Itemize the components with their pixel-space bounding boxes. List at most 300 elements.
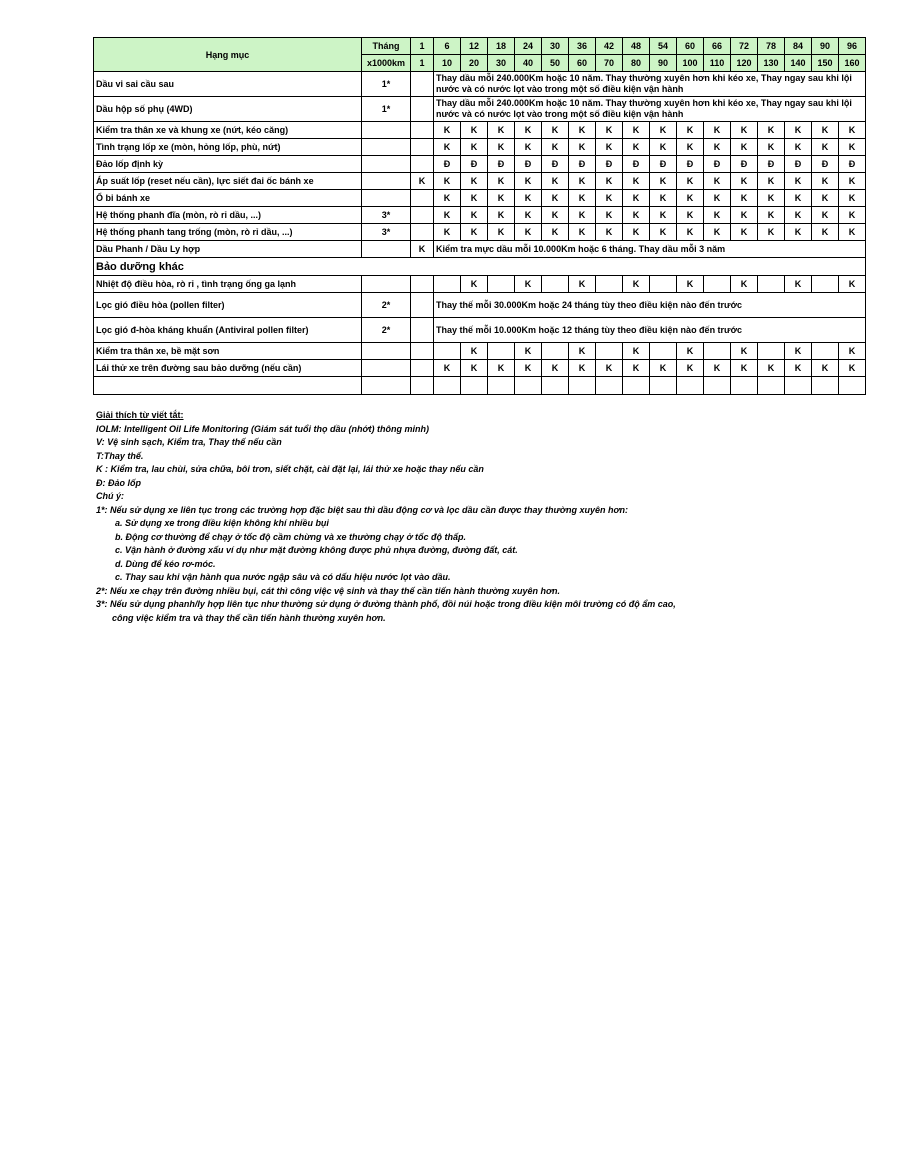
schedule-cell: K — [839, 207, 866, 224]
legend-sub-item: b. Động cơ thường để chạy ở tốc độ cầm chừng và xe thường chạy ở tốc độ thấp. — [115, 531, 467, 542]
schedule-cell: K — [596, 122, 623, 139]
row-item-name: Nhiệt độ điều hòa, rò rỉ , tình trạng ống ga lạnh — [94, 276, 362, 293]
schedule-cell: Đ — [650, 156, 677, 173]
schedule-cell: K — [677, 207, 704, 224]
empty-cell — [542, 377, 569, 395]
schedule-cell: K — [569, 276, 596, 293]
schedule-cell: K — [704, 173, 731, 190]
schedule-cell: K — [839, 343, 866, 360]
schedule-cell — [542, 343, 569, 360]
schedule-cell: K — [785, 173, 812, 190]
schedule-cell — [758, 343, 785, 360]
schedule-cell: K — [434, 207, 461, 224]
schedule-cell: K — [650, 207, 677, 224]
schedule-cell: K — [569, 207, 596, 224]
schedule-cell: K — [812, 173, 839, 190]
header-month-cell: 18 — [488, 38, 515, 55]
schedule-cell: Đ — [434, 156, 461, 173]
empty-cell — [704, 377, 731, 395]
schedule-cell: K — [812, 224, 839, 241]
table-row — [94, 293, 866, 318]
schedule-cell: K — [569, 122, 596, 139]
empty-cell — [650, 377, 677, 395]
empty-cell — [362, 377, 411, 395]
legend-note-2: 2*: Nếu xe chạy trên đường nhiều bụi, cát thì công việc vệ sinh và thay thế cần tiến hành thường xuyên hơn. — [96, 585, 561, 596]
schedule-cell: K — [411, 173, 434, 190]
schedule-cell — [434, 276, 461, 293]
schedule-cell: K — [758, 190, 785, 207]
row-item-name: Kiểm tra thân xe, bề mặt sơn — [94, 343, 362, 360]
schedule-cell — [650, 343, 677, 360]
header-km-label: x1000km — [362, 55, 411, 72]
header-km-cell: 90 — [650, 55, 677, 72]
schedule-cell: K — [785, 276, 812, 293]
schedule-cell: K — [434, 173, 461, 190]
legend-line: T:Thay thế. — [96, 450, 144, 461]
section-row — [94, 258, 866, 276]
row-note-ref — [362, 173, 411, 190]
schedule-cell: K — [812, 122, 839, 139]
header-km-cell: 20 — [461, 55, 488, 72]
header-month-cell: 1 — [411, 38, 434, 55]
row-item-name: Dầu vi sai cầu sau — [94, 72, 362, 97]
schedule-cell: K — [461, 139, 488, 156]
schedule-cell: K — [677, 224, 704, 241]
empty-row — [94, 377, 866, 395]
schedule-cell: K — [623, 224, 650, 241]
schedule-cell: K — [704, 122, 731, 139]
schedule-cell: K — [569, 190, 596, 207]
row-item-name: Kiểm tra thân xe và khung xe (nứt, kéo căng) — [94, 122, 362, 139]
schedule-cell: K — [758, 122, 785, 139]
row-description: Thay thế mỗi 30.000Km hoặc 24 tháng tùy theo điều kiện nào đến trước — [434, 293, 866, 318]
row-item-name: Hệ thống phanh tang trống (mòn, rò rỉ dầu, ...) — [94, 224, 362, 241]
schedule-cell — [411, 156, 434, 173]
schedule-cell — [704, 343, 731, 360]
schedule-cell: K — [623, 207, 650, 224]
schedule-cell — [411, 97, 434, 122]
header-km-cell: 130 — [758, 55, 785, 72]
row-description: Thay dầu mỗi 240.000Km hoặc 10 năm. Thay thường xuyên hơn khi kéo xe, Thay ngay sau khi lội nước và có nước lọt vào trong một số điều kiện vận hành — [434, 97, 866, 122]
schedule-cell: K — [785, 360, 812, 377]
schedule-cell: K — [488, 207, 515, 224]
schedule-cell: K — [731, 190, 758, 207]
schedule-cell: Đ — [839, 156, 866, 173]
empty-cell — [812, 377, 839, 395]
schedule-cell: Đ — [542, 156, 569, 173]
legend-line: Chú ý: — [96, 491, 124, 501]
row-note-ref — [362, 343, 411, 360]
schedule-cell: K — [677, 343, 704, 360]
row-note-ref — [362, 241, 411, 258]
schedule-cell: K — [785, 343, 812, 360]
schedule-cell: K — [812, 360, 839, 377]
empty-cell — [569, 377, 596, 395]
table-row — [94, 343, 866, 360]
table-row — [94, 139, 866, 156]
schedule-cell: K — [515, 122, 542, 139]
header-km-cell: 1 — [411, 55, 434, 72]
schedule-cell: K — [785, 207, 812, 224]
table-row — [94, 241, 866, 258]
schedule-cell: K — [434, 139, 461, 156]
schedule-cell: K — [596, 139, 623, 156]
schedule-cell: K — [704, 139, 731, 156]
schedule-cell: K — [731, 207, 758, 224]
schedule-cell: K — [596, 173, 623, 190]
schedule-cell: K — [758, 139, 785, 156]
schedule-cell: K — [461, 224, 488, 241]
schedule-cell: K — [461, 360, 488, 377]
empty-cell — [758, 377, 785, 395]
schedule-cell — [488, 276, 515, 293]
legend-line: K : Kiểm tra, lau chùi, sửa chữa, bôi trơn, siết chặt, cài đặt lại, lái thử xe hoặc thay nếu cần — [96, 464, 484, 474]
row-item-name: Dầu hộp số phụ (4WD) — [94, 97, 362, 122]
header-month-cell: 24 — [515, 38, 542, 55]
schedule-cell: Đ — [731, 156, 758, 173]
row-note-ref — [362, 190, 411, 207]
table-body — [94, 38, 866, 395]
schedule-cell: K — [785, 224, 812, 241]
schedule-cell: K — [623, 360, 650, 377]
schedule-cell: K — [542, 224, 569, 241]
legend-note-3-cont: công việc kiểm tra và thay thế cần tiến hành thường xuyên hơn. — [112, 612, 386, 623]
schedule-cell: K — [731, 224, 758, 241]
legend-line: 1*: Nếu sử dụng xe liên tục trong các trường hợp đặc biệt sau thì dầu động cơ và lọc dầu cần được thay thường xuyên hơn: — [96, 504, 629, 515]
schedule-cell: K — [461, 207, 488, 224]
schedule-cell — [434, 343, 461, 360]
section-title: Bảo dưỡng khác — [94, 258, 866, 276]
schedule-cell — [411, 343, 434, 360]
schedule-cell: Đ — [677, 156, 704, 173]
header-item-label: Hạng mục — [94, 38, 362, 72]
schedule-cell: K — [461, 122, 488, 139]
schedule-cell — [411, 190, 434, 207]
schedule-cell: K — [704, 207, 731, 224]
schedule-cell: K — [731, 173, 758, 190]
legend-line: V: Vệ sinh sạch, Kiểm tra, Thay thế nếu cần — [96, 437, 282, 447]
table-row — [94, 156, 866, 173]
schedule-cell: K — [569, 139, 596, 156]
schedule-cell: K — [839, 276, 866, 293]
row-note-ref — [362, 276, 411, 293]
schedule-cell: K — [677, 190, 704, 207]
row-description: Thay dầu mỗi 240.000Km hoặc 10 năm. Thay thường xuyên hơn khi kéo xe, Thay ngay sau khi lội nước và có nước lọt vào trong một số điều kiện vận hành — [434, 72, 866, 97]
schedule-cell — [812, 276, 839, 293]
header-km-cell: 140 — [785, 55, 812, 72]
legend-sub-item: c. Thay sau khi vận hành qua nước ngập sâu và có dấu hiệu nước lọt vào dầu. — [115, 572, 451, 582]
empty-cell — [434, 377, 461, 395]
schedule-cell: Đ — [785, 156, 812, 173]
row-note-ref — [362, 122, 411, 139]
schedule-cell — [542, 276, 569, 293]
empty-cell — [677, 377, 704, 395]
row-note-ref: 2* — [362, 293, 411, 318]
schedule-cell: K — [596, 190, 623, 207]
schedule-cell: K — [596, 207, 623, 224]
schedule-cell: K — [434, 224, 461, 241]
header-km-cell: 60 — [569, 55, 596, 72]
header-month-cell: 48 — [623, 38, 650, 55]
schedule-cell: K — [434, 122, 461, 139]
legend-sub-item: a. Sử dụng xe trong điều kiện không khí nhiều bụi — [115, 518, 329, 528]
schedule-cell: Đ — [515, 156, 542, 173]
row-note-ref — [362, 360, 411, 377]
schedule-cell: K — [839, 190, 866, 207]
schedule-cell: K — [839, 360, 866, 377]
schedule-cell: K — [758, 207, 785, 224]
header-km-cell: 120 — [731, 55, 758, 72]
schedule-cell: K — [488, 360, 515, 377]
empty-cell — [839, 377, 866, 395]
table-row — [94, 97, 866, 122]
schedule-cell: K — [488, 139, 515, 156]
schedule-cell: K — [488, 122, 515, 139]
row-note-ref: 2* — [362, 318, 411, 343]
empty-cell — [94, 377, 362, 395]
schedule-cell: K — [731, 343, 758, 360]
schedule-cell: K — [461, 190, 488, 207]
schedule-cell — [411, 72, 434, 97]
header-month-cell: 60 — [677, 38, 704, 55]
header-month-cell: 72 — [731, 38, 758, 55]
empty-cell — [623, 377, 650, 395]
schedule-cell: Đ — [758, 156, 785, 173]
schedule-cell: Đ — [812, 156, 839, 173]
schedule-cell: Đ — [704, 156, 731, 173]
header-month-cell: 12 — [461, 38, 488, 55]
schedule-cell: K — [650, 190, 677, 207]
table-row — [94, 207, 866, 224]
empty-cell — [461, 377, 488, 395]
schedule-cell: K — [434, 190, 461, 207]
row-item-name: Dầu Phanh / Dầu Ly hợp — [94, 241, 362, 258]
row-note-ref — [362, 156, 411, 173]
schedule-cell: K — [488, 224, 515, 241]
header-month-cell: 90 — [812, 38, 839, 55]
schedule-cell — [704, 276, 731, 293]
legend-title: Giải thích từ viết tắt: — [96, 410, 184, 420]
row-note-ref: 3* — [362, 207, 411, 224]
header-month-cell: 96 — [839, 38, 866, 55]
schedule-cell: K — [650, 224, 677, 241]
schedule-cell: K — [758, 360, 785, 377]
schedule-cell: K — [623, 139, 650, 156]
schedule-cell: K — [569, 224, 596, 241]
empty-cell — [596, 377, 623, 395]
schedule-cell: K — [542, 207, 569, 224]
schedule-cell: K — [785, 122, 812, 139]
schedule-cell: K — [812, 139, 839, 156]
table-row — [94, 190, 866, 207]
header-month-label: Tháng — [362, 38, 411, 55]
schedule-cell: K — [650, 139, 677, 156]
schedule-cell: K — [542, 122, 569, 139]
maintenance-schedule-table — [93, 37, 866, 395]
legend-line: Đ: Đảo lốp — [96, 477, 141, 488]
schedule-cell: K — [623, 122, 650, 139]
legend — [96, 409, 796, 625]
header-km-cell: 100 — [677, 55, 704, 72]
header-month-cell: 54 — [650, 38, 677, 55]
schedule-cell: K — [515, 224, 542, 241]
row-description: Kiểm tra mực dầu mỗi 10.000Km hoặc 6 tháng. Thay dầu mỗi 3 năm — [434, 241, 866, 258]
header-month-cell: 36 — [569, 38, 596, 55]
schedule-cell: K — [623, 343, 650, 360]
row-item-name: Áp suất lốp (reset nếu cần), lực siết đai ốc bánh xe — [94, 173, 362, 190]
schedule-cell: K — [515, 276, 542, 293]
table-row — [94, 72, 866, 97]
legend-lines — [96, 423, 796, 518]
table-row — [94, 276, 866, 293]
schedule-cell: K — [515, 190, 542, 207]
header-month-cell: 30 — [542, 38, 569, 55]
row-note-ref: 1* — [362, 97, 411, 122]
schedule-cell: K — [542, 173, 569, 190]
schedule-cell: K — [515, 139, 542, 156]
row-item-name: Đảo lốp định kỳ — [94, 156, 362, 173]
schedule-cell: K — [677, 276, 704, 293]
schedule-cell: Đ — [461, 156, 488, 173]
schedule-cell: K — [677, 360, 704, 377]
schedule-cell: K — [488, 190, 515, 207]
schedule-cell: K — [650, 173, 677, 190]
schedule-cell — [411, 318, 434, 343]
header-month-cell: 42 — [596, 38, 623, 55]
schedule-cell: K — [515, 360, 542, 377]
schedule-cell: K — [515, 343, 542, 360]
schedule-cell: K — [650, 360, 677, 377]
schedule-cell — [650, 276, 677, 293]
schedule-cell: K — [812, 190, 839, 207]
schedule-cell: Đ — [623, 156, 650, 173]
header-km-cell: 80 — [623, 55, 650, 72]
legend-note-3: 3*: Nếu sử dụng phanh/ly hợp liên tục như thường sử dụng ở đường thành phố, đồi núi hoặc trong điều kiện môi trường có độ ẩm cao, — [96, 599, 676, 609]
row-description: Thay thế mỗi 10.000Km hoặc 12 tháng tùy theo điều kiện nào đến trước — [434, 318, 866, 343]
legend-sub-item: d. Dùng để kéo rơ-móc. — [115, 558, 216, 569]
header-km-cell: 70 — [596, 55, 623, 72]
schedule-cell: K — [434, 360, 461, 377]
schedule-cell — [758, 276, 785, 293]
table-row — [94, 360, 866, 377]
header-km-cell: 150 — [812, 55, 839, 72]
schedule-cell: K — [758, 224, 785, 241]
row-note-ref — [362, 139, 411, 156]
schedule-cell: K — [677, 122, 704, 139]
header-km-cell: 50 — [542, 55, 569, 72]
schedule-cell: K — [758, 173, 785, 190]
row-item-name: Hệ thống phanh đĩa (mòn, rò rỉ dầu, ...) — [94, 207, 362, 224]
schedule-cell: K — [515, 207, 542, 224]
schedule-cell: K — [785, 139, 812, 156]
schedule-cell: K — [542, 190, 569, 207]
schedule-cell: K — [839, 139, 866, 156]
header-month-cell: 66 — [704, 38, 731, 55]
schedule-cell — [411, 122, 434, 139]
schedule-cell: K — [623, 173, 650, 190]
schedule-cell: Đ — [596, 156, 623, 173]
empty-cell — [411, 377, 434, 395]
schedule-cell: K — [812, 207, 839, 224]
schedule-cell — [411, 207, 434, 224]
schedule-cell: K — [677, 173, 704, 190]
table-row — [94, 318, 866, 343]
row-item-name: Lọc gió đ-hòa kháng khuẩn (Antiviral pollen filter) — [94, 318, 362, 343]
table-row — [94, 224, 866, 241]
schedule-cell: K — [461, 173, 488, 190]
schedule-cell — [596, 343, 623, 360]
schedule-cell: K — [515, 173, 542, 190]
schedule-cell: K — [839, 173, 866, 190]
schedule-cell: K — [839, 224, 866, 241]
schedule-cell: K — [411, 241, 434, 258]
legend-sub-list — [96, 517, 796, 585]
table-row — [94, 173, 866, 190]
legend-line: IOLM: Intelligent Oil Life Monitoring (Giám sát tuổi thọ dầu (nhớt) thông minh) — [96, 423, 429, 434]
schedule-cell: K — [461, 343, 488, 360]
row-item-name: Lái thử xe trên đường sau bảo dưỡng (nếu cần) — [94, 360, 362, 377]
schedule-cell: Đ — [569, 156, 596, 173]
row-item-name: Lọc gió điều hòa (pollen filter) — [94, 293, 362, 318]
schedule-cell: K — [623, 276, 650, 293]
schedule-cell: K — [569, 360, 596, 377]
header-month-cell: 84 — [785, 38, 812, 55]
schedule-cell: Đ — [488, 156, 515, 173]
empty-cell — [515, 377, 542, 395]
schedule-cell: K — [704, 224, 731, 241]
header-km-cell: 40 — [515, 55, 542, 72]
schedule-cell: K — [731, 139, 758, 156]
row-note-ref: 3* — [362, 224, 411, 241]
schedule-cell: K — [596, 360, 623, 377]
schedule-cell — [596, 276, 623, 293]
schedule-cell: K — [839, 122, 866, 139]
row-item-name: Tình trạng lốp xe (mòn, hỏng lốp, phù, nứt) — [94, 139, 362, 156]
schedule-cell — [812, 343, 839, 360]
empty-cell — [488, 377, 515, 395]
schedule-cell — [488, 343, 515, 360]
schedule-cell: K — [461, 276, 488, 293]
schedule-cell: K — [569, 343, 596, 360]
header-km-cell: 30 — [488, 55, 515, 72]
schedule-cell: K — [542, 360, 569, 377]
header-km-cell: 110 — [704, 55, 731, 72]
schedule-cell: K — [596, 224, 623, 241]
header-row-months — [94, 38, 866, 55]
empty-cell — [731, 377, 758, 395]
schedule-cell: K — [677, 139, 704, 156]
row-item-name: Ổ bi bánh xe — [94, 190, 362, 207]
legend-sub-item: c. Vận hành ở đường xấu ví dụ như mặt đường không được phủ nhựa đường, đường đất, cát. — [115, 545, 518, 555]
schedule-cell: K — [650, 122, 677, 139]
schedule-cell: K — [704, 190, 731, 207]
schedule-cell — [411, 224, 434, 241]
schedule-cell: K — [623, 190, 650, 207]
schedule-cell: K — [731, 360, 758, 377]
schedule-cell — [411, 360, 434, 377]
header-km-cell: 10 — [434, 55, 461, 72]
schedule-cell — [411, 139, 434, 156]
header-km-cell: 160 — [839, 55, 866, 72]
schedule-cell: K — [488, 173, 515, 190]
row-note-ref: 1* — [362, 72, 411, 97]
header-month-cell: 78 — [758, 38, 785, 55]
schedule-cell: K — [542, 139, 569, 156]
schedule-cell: K — [731, 276, 758, 293]
schedule-cell — [411, 276, 434, 293]
schedule-cell: K — [704, 360, 731, 377]
schedule-cell: K — [785, 190, 812, 207]
